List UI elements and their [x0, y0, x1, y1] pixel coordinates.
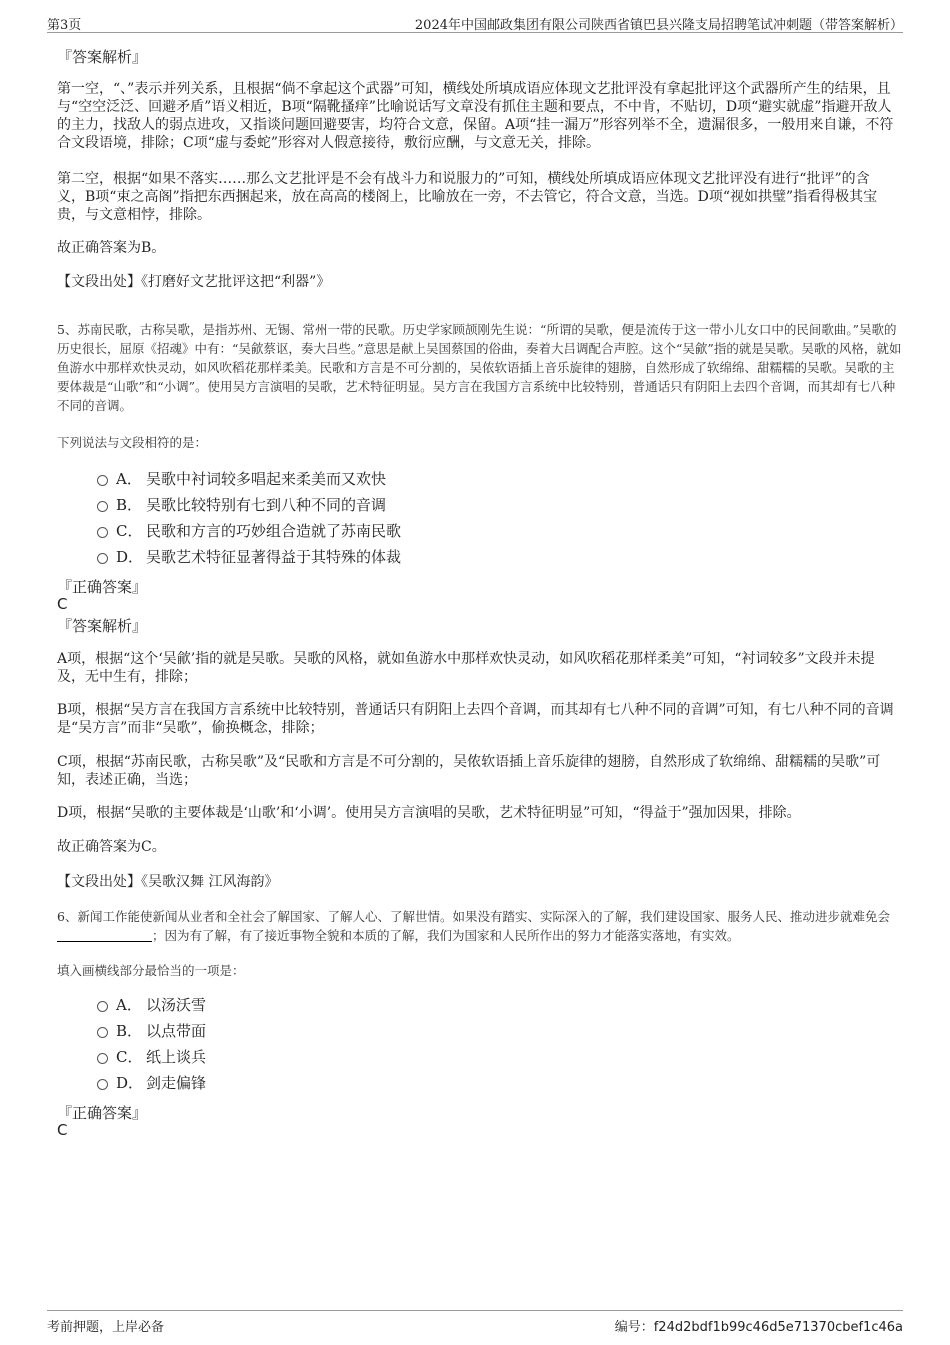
- page-number: 第3页: [47, 18, 82, 33]
- q5-analysis-c: C项，根据“苏南民歌，古称吴歌”及“民歌和方言是不可分割的，吴侬软语插上音乐旋律的翅膀，自然形成了软绵绵、甜糯糯的吴歌”可知，表述正确，当选；: [57, 754, 881, 788]
- q6-prompt: 填入画横线部分最恰当的一项是：: [57, 963, 245, 978]
- radio-icon[interactable]: [97, 475, 108, 486]
- q4-source: 【文段出处】《打磨好文艺批评这把“利器”》: [57, 274, 331, 290]
- q5-analysis-label: 『答案解析』: [57, 617, 148, 635]
- footer-slogan: 考前押题，上岸必备: [47, 1320, 165, 1335]
- q6-option-d[interactable]: D． 剑走偏锋: [97, 1072, 206, 1094]
- q6-option-b[interactable]: B． 以点带面: [97, 1020, 206, 1042]
- q5-option-d[interactable]: D． 吴歌艺术特征显著得益于其特殊的体裁: [97, 546, 401, 568]
- q4-conclusion: 故正确答案为B。: [57, 240, 166, 256]
- page-footer: [47, 1310, 903, 1341]
- q4-analysis-para1: 第一空，“、”表示并列关系，且根据“倘不拿起这个武器”可知，横线处所填成语应体现文艺批评没有拿起批评这个武器所产生的结果，且与“空空泛泛、回避矛盾”语义相近，B项“隔靴搔痒”比喻说话写文章没有抓住主题和要点，不中肯，不贴切，D项“避实就虚”指避开敌人的主力，找敌人的弱点进攻，又指谈问题回避要害，均符合文意，保留。A项“挂一漏万”形容列举不全，遗漏很多，一般用来自谦，不符合文段语境，排除；C项“虚与委蛇”形容对人假意接待，敷衍应酬，与文意无关，排除。: [57, 81, 894, 151]
- q4-analysis-label: 『答案解析』: [57, 48, 148, 66]
- answer-blank: [57, 929, 152, 942]
- document-code: 编号：f24d2bdf1b99c46d5e71370cbef1c46a: [614, 1320, 903, 1335]
- q5-source: 【文段出处】《吴歌汉舞 江风海韵》: [57, 874, 279, 890]
- q5-option-a[interactable]: A． 吴歌中衬词较多唱起来柔美而又欢快: [97, 468, 386, 490]
- page-header: [47, 12, 903, 33]
- q6-answer: C: [57, 1121, 68, 1139]
- q5-analysis-b: B项，根据“吴方言在我国方言系统中比较特别，普通话只有阴阳上去四个音调，而其却有七八种不同的音调”可知，有七八种不同的音调是“吴方言”而非“吴歌”，偷换概念，排除；: [57, 702, 894, 736]
- q6-passage: 6、新闻工作能使新闻从业者和全社会了解国家、了解人心、了解世情。如果没有踏实、实际深入的了解，我们建设国家、服务人民、推动进步就难免会 ；因为有了解，有了接近事物全貌和本质的了解，我们为国家和人民所作出的努力才能落实落地，有实效。: [57, 909, 890, 943]
- radio-icon[interactable]: [97, 1001, 108, 1012]
- q4-analysis-para2: 第二空，根据“如果不落实……那么文艺批评是不会有战斗力和说服力的”可知，横线处所填成语应体现文艺批评没有进行“批评”的含义，B项“束之高阁”指把东西捆起来，放在高高的楼阁上，比喻放在一旁，不去管它，符合文意，当选。D项“视如拱璧”指看得极其宝贵，与文意相悖，排除。: [57, 171, 878, 223]
- radio-icon[interactable]: [97, 501, 108, 512]
- radio-icon[interactable]: [97, 1053, 108, 1064]
- q5-prompt: 下列说法与文段相符的是：: [57, 435, 208, 450]
- document-title: 2024年中国邮政集团有限公司陕西省镇巴县兴隆支局招聘笔试冲刺题（带答案解析）: [414, 18, 903, 33]
- q5-option-b[interactable]: B． 吴歌比较特别有七到八种不同的音调: [97, 494, 386, 516]
- q5-analysis-d: D项，根据“吴歌的主要体裁是‘山歌’和‘小调’。使用吴方言演唱的吴歌，艺术特征明显”可知，“得益于”强加因果，排除。: [57, 805, 801, 821]
- q5-passage: 5、苏南民歌，古称吴歌，是指苏州、无锡、常州一带的民歌。历史学家顾颉刚先生说：“所谓的吴歌，便是流传于这一带小儿女口中的民间歌曲。”吴歌的历史很长，屈原《招魂》中有：“吴歈蔡讴，奏大吕些。”意思是献上吴国蔡国的俗曲，奏着大吕调配合声腔。这个“吴歈”指的就是吴歌。吴歌的风格，就如鱼游水中那样欢快灵动，如风吹稻花那样柔美。民歌和方言是不可分割的，吴侬软语插上音乐旋律的翅膀，自然形成了软绵绵、甜糯糯的吴歌。吴歌的主要体裁是“山歌”和“小调”。使用吴方言演唱的吴歌，艺术特征明显。吴方言在我国方言系统中比较特别，普通话只有阴阳上去四个音调，而其却有七八种不同的音调。: [57, 322, 902, 413]
- q5-analysis-a: A项，根据“这个‘吴歈’指的就是吴歌。吴歌的风格，就如鱼游水中那样欢快灵动，如风吹稻花那样柔美”可知，“衬词较多”文段并未提及，无中生有，排除；: [57, 651, 875, 685]
- q6-option-c[interactable]: C． 纸上谈兵: [97, 1046, 206, 1068]
- q6-answer-label: 『正确答案』: [57, 1104, 148, 1122]
- q5-answer: C: [57, 595, 68, 613]
- q6-option-a[interactable]: A． 以汤沃雪: [97, 994, 206, 1016]
- q5-option-c[interactable]: C． 民歌和方言的巧妙组合造就了苏南民歌: [97, 520, 401, 542]
- radio-icon[interactable]: [97, 1027, 108, 1038]
- q5-answer-label: 『正确答案』: [57, 578, 148, 596]
- radio-icon[interactable]: [97, 527, 108, 538]
- radio-icon[interactable]: [97, 1079, 108, 1090]
- radio-icon[interactable]: [97, 553, 108, 564]
- q5-conclusion: 故正确答案为C。: [57, 839, 166, 855]
